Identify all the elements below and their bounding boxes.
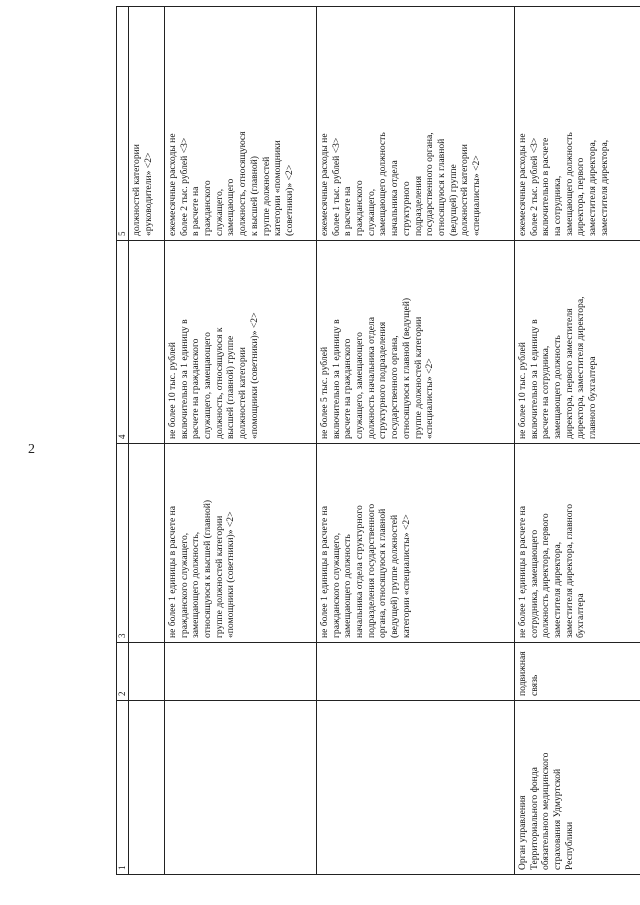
table-cell: ежемесячные расходы не более 2 тыс. рублей <3> включительно в расчете на сотрудника, замещающего должность директора, первого заместителя директора, заместителя директора, bbox=[514, 7, 640, 241]
table-cell bbox=[128, 701, 164, 875]
document-table bbox=[116, 6, 640, 875]
table-cell: не более 1 единицы в расчете на гражданского служащего, замещающего должность, относящуюся к высшей (главной) группе должностей категории «помощники (советники)» <2> bbox=[164, 444, 316, 643]
table-cell: подвижная связь bbox=[514, 643, 640, 701]
table-cell bbox=[164, 701, 316, 875]
column-header: 3 bbox=[117, 444, 129, 643]
table-row bbox=[316, 7, 514, 875]
column-header: 2 bbox=[117, 643, 129, 701]
table-cell bbox=[316, 701, 514, 875]
page-number: 2 bbox=[28, 442, 35, 457]
table-cell bbox=[128, 643, 164, 701]
table-row bbox=[128, 7, 164, 875]
table-cell bbox=[164, 643, 316, 701]
table-row bbox=[514, 7, 640, 875]
column-header: 1 bbox=[117, 701, 129, 875]
table-row bbox=[164, 7, 316, 875]
column-header: 4 bbox=[117, 241, 129, 444]
table-cell: не более 1 единицы в расчете на сотрудника, замещающего должность директора, первого заместителя директора, заместителя директора, главного бухгалтера bbox=[514, 444, 640, 643]
table-cell: должностей категории «руководители» <2> bbox=[128, 7, 164, 241]
table-cell bbox=[316, 643, 514, 701]
table-header-row bbox=[117, 7, 129, 875]
table-cell: ежемесячные расходы не более 2 тыс. рублей <3> в расчете на гражданского служащего, замещающего должность, относящуюся к высшей (главной) группе должностей категории «помощники (советники)» <2> bbox=[164, 7, 316, 241]
table-cell: не более 10 тыс. рублей включительно за 1 единицу в расчете на гражданского служащего, замещающего должность, относящуюся к высшей (главной) группе должностей категории «помощники (советники)» <2> bbox=[164, 241, 316, 444]
table-cell: ежемесячные расходы не более 1 тыс. рублей <3> в расчете на гражданского служащего, замещающего должность начальника отдела структурного подразделения государственного органа, относящуюся к главной (ведущей) группе должностей категории «специалисты» <2> bbox=[316, 7, 514, 241]
table-cell bbox=[128, 241, 164, 444]
table-cell: не более 1 единицы в расчете на гражданского служащего, замещающего должность начальника отдела структурного подразделения государственного органа, относящуюся к главной (ведущей) группе должностей категории «специалисты» <2> bbox=[316, 444, 514, 643]
table-cell: Орган управления Территориального фонда обязательного медицинского страхования Удмуртской Республики bbox=[514, 701, 640, 875]
table-cell: не более 10 тыс. рублей включительно за 1 единицу в расчете на сотрудника, замещающего должность директора, первого заместителя директора, заместителя директора, главного бухгалтера bbox=[514, 241, 640, 444]
table-cell bbox=[128, 444, 164, 643]
table-cell: не более 5 тыс. рублей включительно за 1 единицу в расчете на гражданского служащего, замещающего должность начальника отдела структурного подразделения государственного органа, относящуюся к главной (ведущей) группе должностей категории «специалисты» <2> bbox=[316, 241, 514, 444]
column-header: 5 bbox=[117, 7, 129, 241]
